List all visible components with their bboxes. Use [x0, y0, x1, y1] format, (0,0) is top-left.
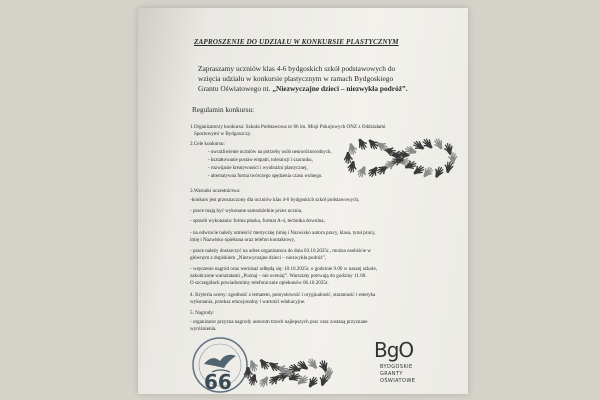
bgo-logo [366, 338, 436, 393]
document-title: ZAPROSZENIE DO UDZIAŁU W KONKURSIE PLASTYCZNYM [194, 38, 399, 46]
condition-5b: głównym z dopiskiem „Niezwyczajne dzieci – niezwykła podróż”, [190, 255, 327, 261]
regulamin-heading: Regulamin konkursu: [192, 106, 255, 114]
condition-4a: - na odwrocie należy umieścić metryczkę (imię i Nazwisko autora pracy, klasa, tytuł pracy, [190, 230, 376, 236]
criteria-line-2: wykonania, przekaz emocjonalny i wartości edukacyjne. [190, 299, 306, 305]
condition-1: -konkurs jest przeznaczony dla uczniów klas 4-6 bydgoskich szkół podstawowych, [190, 197, 360, 203]
condition-4b: imię i Nazwisko opiekuna oraz telefon kontaktowy, [190, 237, 296, 243]
condition-6b: zakończone warsztatami „Poznaj – nie oceniaj”. Warsztaty potrwają do godziny 11.00. [190, 273, 367, 279]
intro-line-3-text: Grantu Oświatowego nt. [198, 84, 271, 93]
intro-line-1: Zapraszamy uczniów klas 4-6 bydgoskich szkół podstawowych do [198, 64, 396, 73]
awards-line-2: wyróżnienia. [190, 326, 217, 332]
condition-2: - prace mają być wykonane samodzielnie przez ucznia, [190, 208, 303, 214]
intro-line-3 [198, 84, 408, 93]
intro-line-2: wzięcia udziału w konkursie plastycznym w ramach Bydgoskiego [198, 74, 394, 83]
organizer-line-1: 1.Organizatorzy konkursu: Szkoła Podstawowa nr 66 im. Misji Pokojowych ONZ z Oddziałami [190, 124, 386, 130]
goal-2: - kształtowanie postaw empatii, tolerancji i szacunku, [208, 158, 313, 163]
school-number: 66 [204, 370, 232, 394]
goal-1: - uwrażliwienie uczniów na potrzeby osób neuroróżnorodnych, [208, 150, 332, 155]
awards-heading: 5. Nagrody: [190, 310, 215, 316]
bgo-line-1: BYDGOSKIE [380, 364, 413, 370]
invitation-sheet [138, 8, 468, 394]
bgo-line-2: GRANTY [380, 371, 403, 377]
goal-4: - alternatywna forma twórczego spędzenia czasu wolnego. [208, 174, 323, 179]
condition-6a: - wręczenie nagród oraz wernisaż odbędą się: 10.10.2025r. o godzinie 9.00 w naszej szkole, [190, 266, 377, 272]
contest-theme: „Niezwyczajne dzieci – niezwykła podróż”. [272, 84, 408, 93]
bgo-wordmark: BgO [374, 338, 414, 362]
conditions-heading: 3.Warunki uczestnictwa: [190, 188, 241, 194]
goals-heading: 2.Cele konkursu: [190, 141, 225, 147]
awards-line-1: - organizator przyzna nagrody autorom trzech najlepszych prac oraz zostaną przyznane [190, 319, 368, 325]
condition-3: - sposób wykonania: forma płaska, format A-4, technika dowolna, [190, 218, 325, 224]
handprint-icon [441, 141, 455, 156]
criteria-line-1: 4. Kryteria oceny: zgodność z tematem, pomysłowość i oryginalność, staranność i estetyka [190, 292, 376, 298]
goal-3: - rozwijanie kreatywności i wyobraźni plastycznej, [208, 166, 308, 171]
organizer-line-2: Sportowymi w Bydgoszczy. [194, 131, 252, 137]
bgo-line-3: OŚWIATOWE [380, 378, 416, 384]
condition-6c: O szczegółach powiadomimy telefonicznie opiekunów 06.10.2025r. [190, 280, 329, 286]
condition-5a: - prace należy dostarczyć na adres organizatora do dnia 03.10.2025r., można osobiście w [190, 248, 371, 254]
